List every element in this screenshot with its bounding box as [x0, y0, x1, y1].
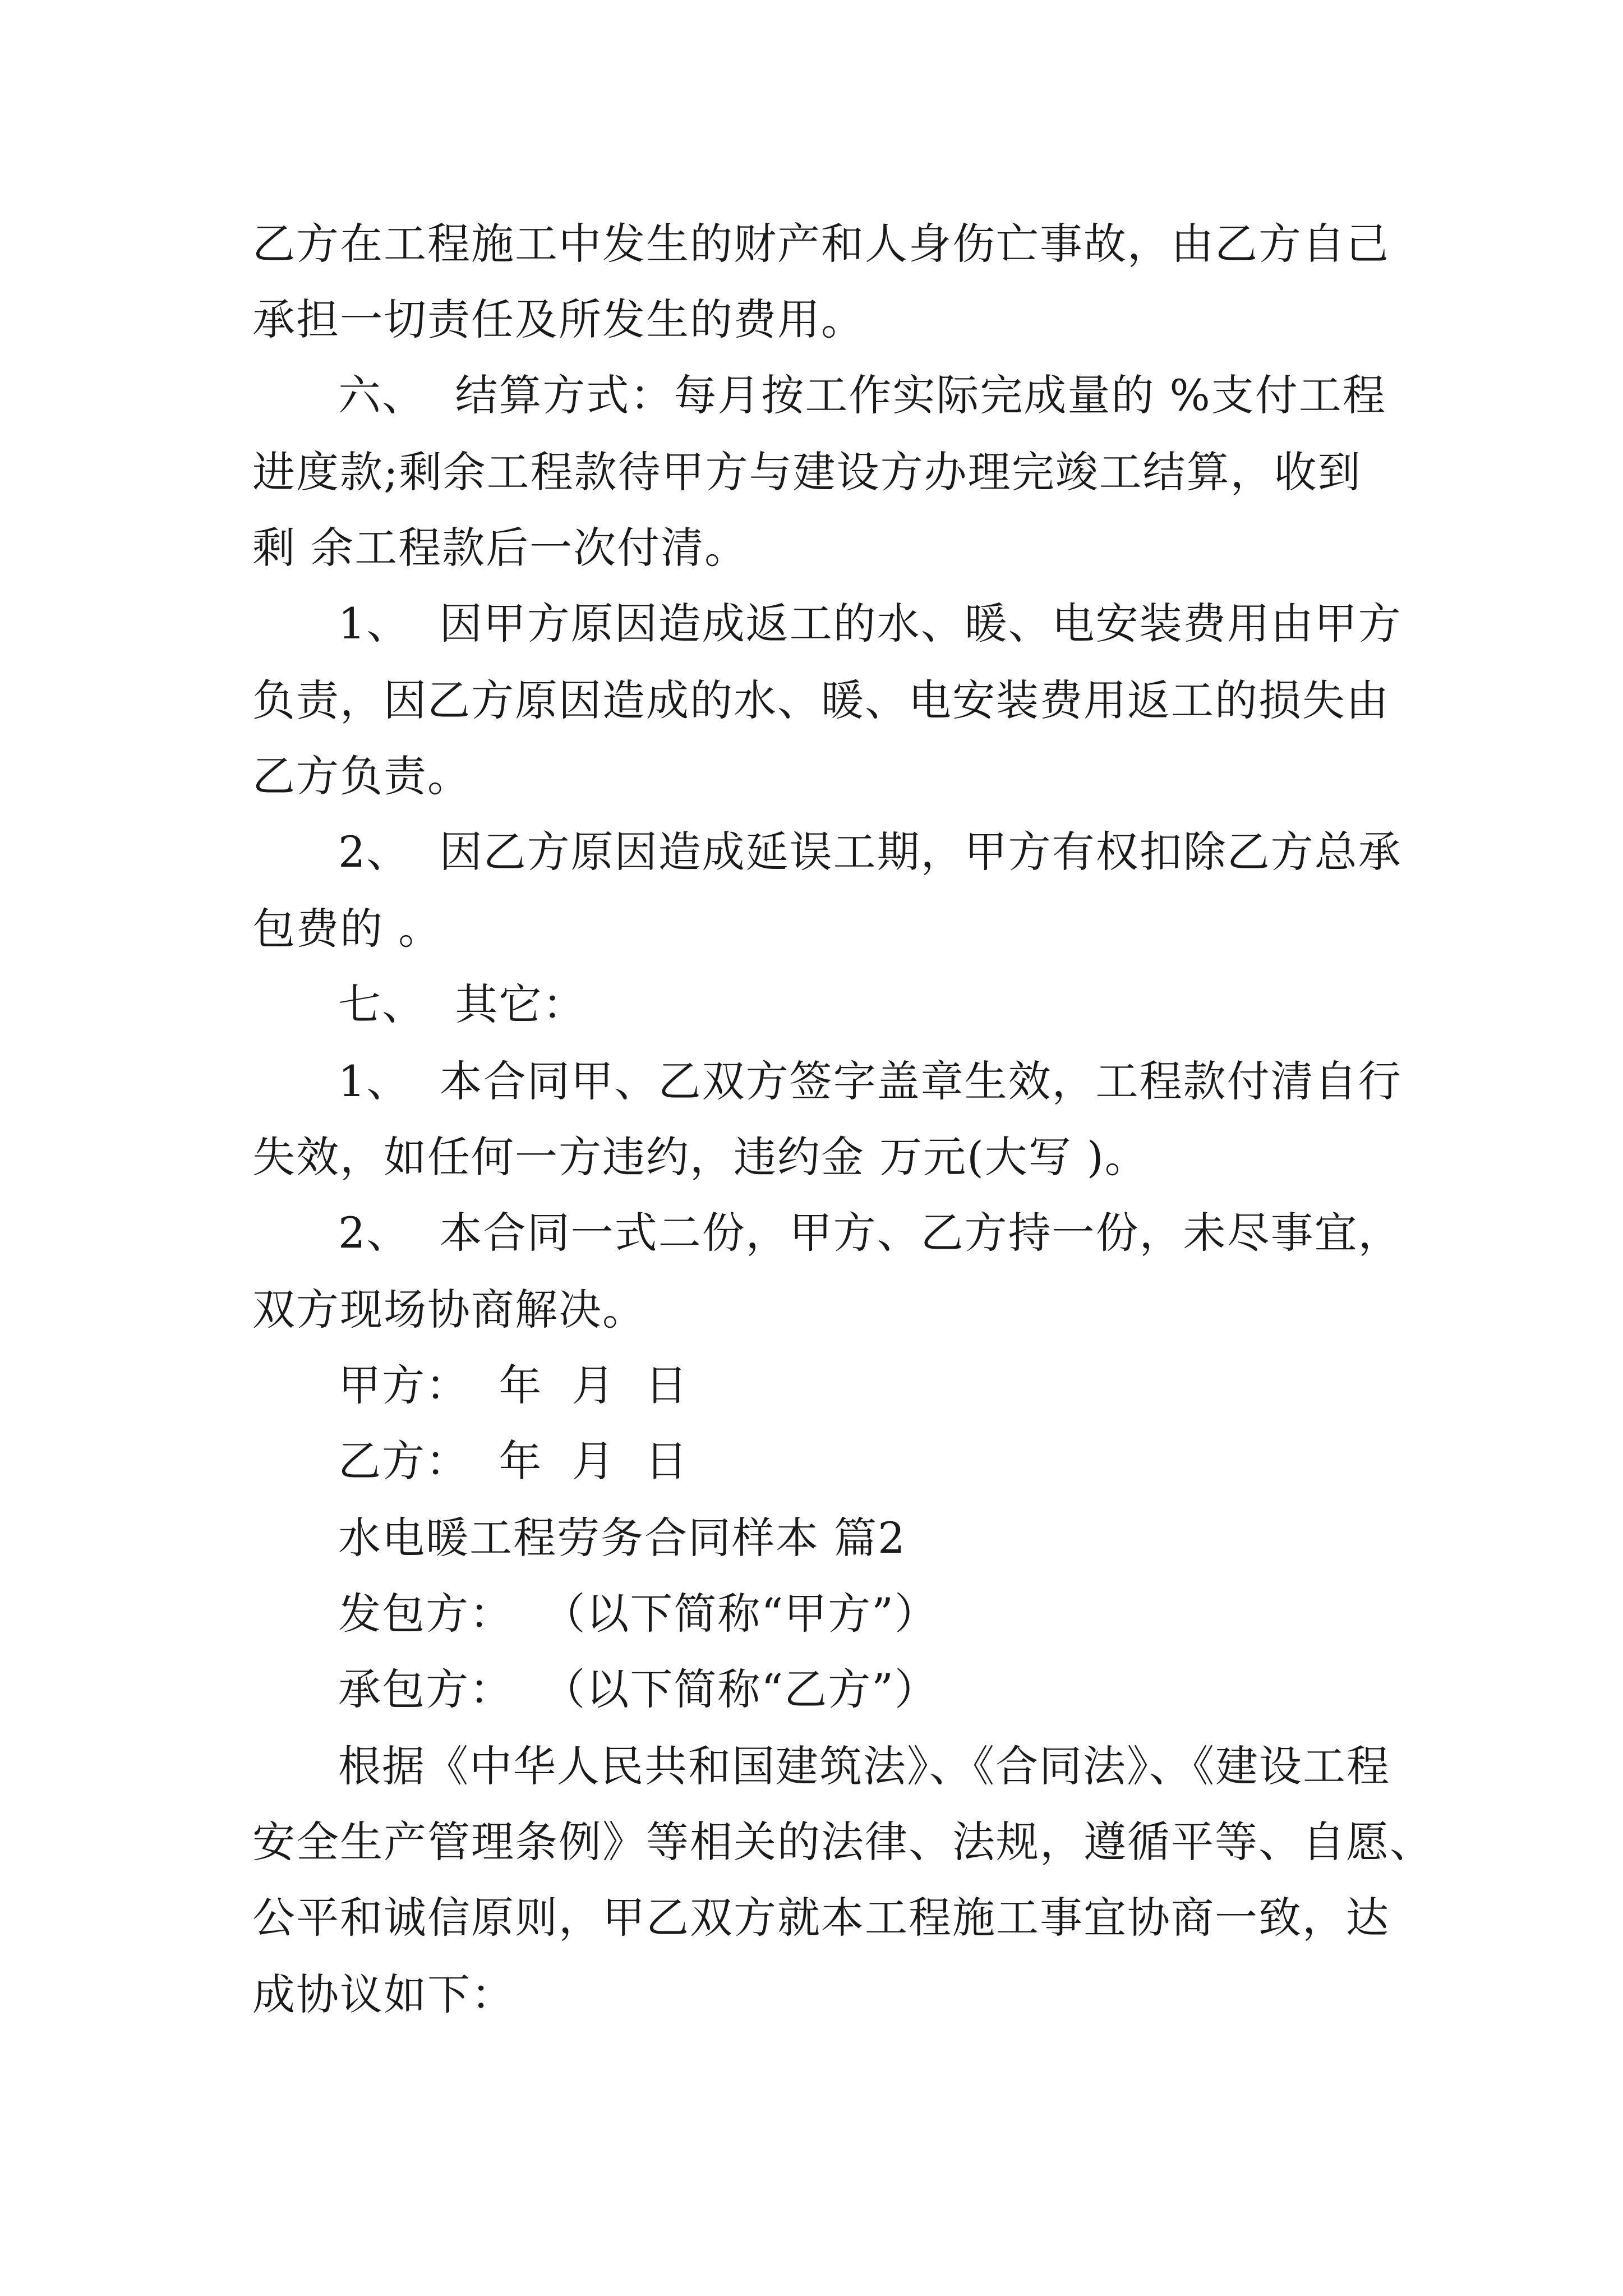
text-line: 剩 余工程款后一次付清。	[252, 523, 749, 573]
text-line: 公平和诚信原则，甲乙双方就本工程施工事宜协商一致，达	[252, 1893, 1390, 1943]
signature-party-b: 乙方： 年 月 日	[338, 1436, 689, 1486]
text-line: 乙方负责。	[252, 751, 471, 801]
text-line: 包费的 。	[252, 904, 442, 954]
clause-item: 1、 因甲方原因造成返工的水、暖、电安装费用由甲方	[338, 599, 1402, 648]
text-line: 承担一切责任及所发生的费用。	[252, 295, 865, 344]
clause-item: 2、 本合同一式二份，甲方、乙方持一份，未尽事宜，	[338, 1208, 1402, 1258]
text-line: 安全生产管理条例》等相关的法律、法规，遵循平等、自愿、	[252, 1817, 1433, 1867]
section-heading: 七、 其它：	[338, 979, 587, 1029]
contractor-receiver: 承包方： （以下简称“乙方”）	[338, 1664, 939, 1714]
text-line: 成协议如下：	[252, 1970, 515, 2019]
text-line: 双方现场协商解决。	[252, 1285, 646, 1335]
text-line: 负责，因乙方原因造成的水、暖、电安装费用返工的损失由	[252, 675, 1390, 725]
text-line: 进度款;剩余工程款待甲方与建设方办理完竣工结算，收到	[252, 447, 1362, 497]
clause-item: 1、 本合同甲、乙双方签字盖章生效，工程款付清自行	[338, 1056, 1402, 1106]
preamble-paragraph: 根据《中华人民共和国建筑法》、《合同法》、《建设工程	[338, 1741, 1390, 1791]
contractor-issuer: 发包方： （以下简称“甲方”）	[338, 1589, 939, 1639]
clause-item: 2、 因乙方原因造成延误工期，甲方有权扣除乙方总承	[338, 827, 1402, 877]
contract-title: 水电暖工程劳务合同样本 篇2	[338, 1513, 906, 1563]
text-line: 失效，如任何一方违约，违约金 万元(大写 )。	[252, 1132, 1149, 1182]
text-line: 乙方在工程施工中发生的财产和人身伤亡事故，由乙方自己	[252, 219, 1390, 269]
section-heading: 六、 结算方式：每月按工作实际完成量的 %支付工程	[338, 370, 1386, 420]
signature-party-a: 甲方： 年 月 日	[338, 1360, 689, 1410]
